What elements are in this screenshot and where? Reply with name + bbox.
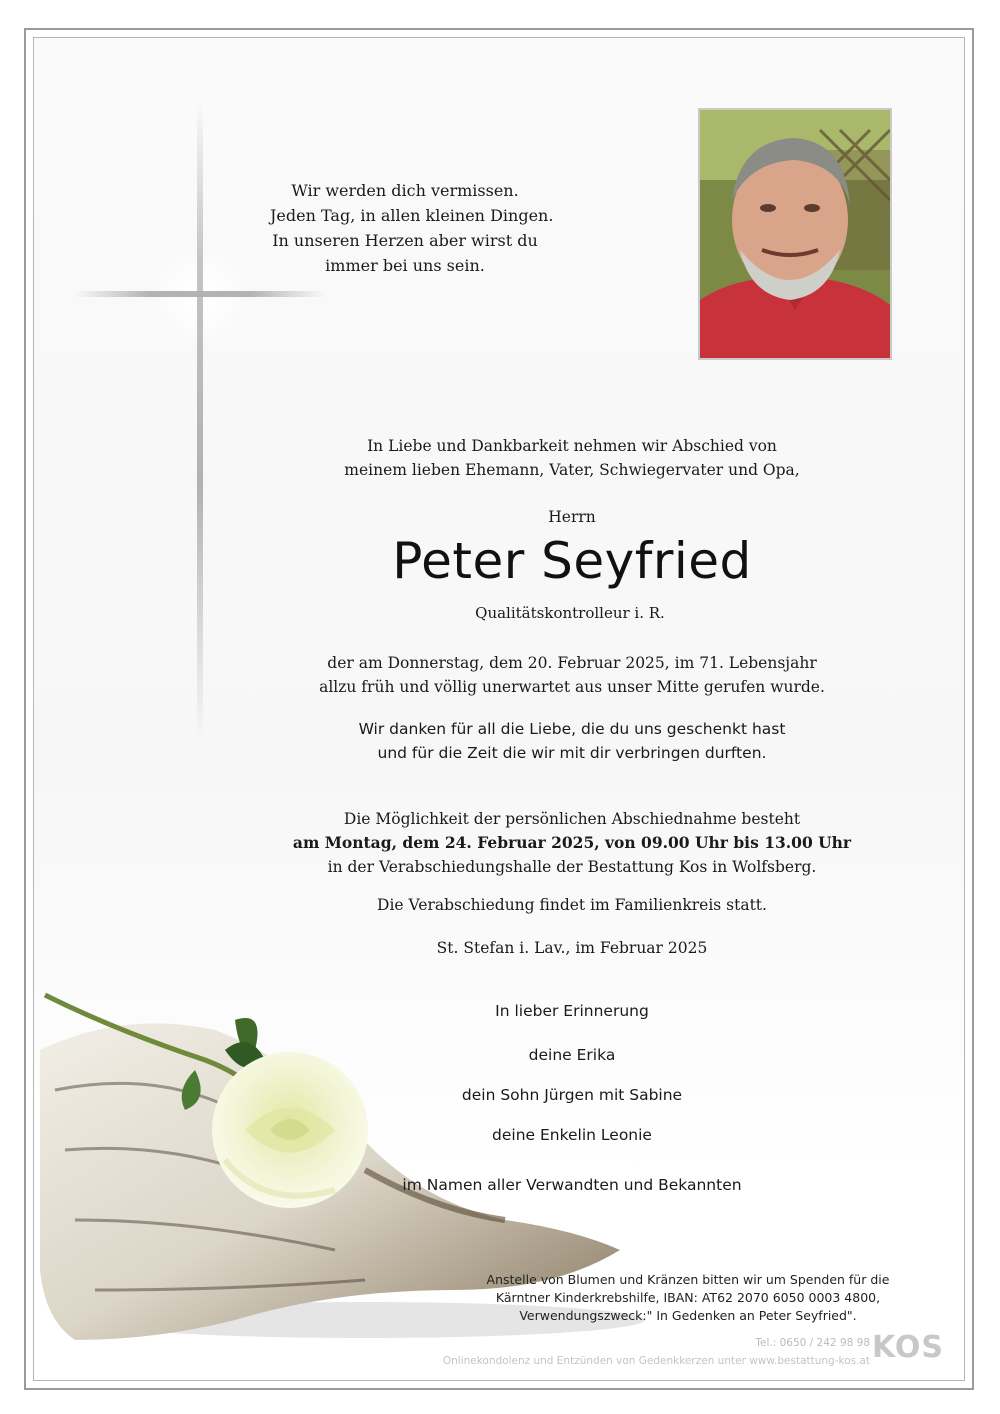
mourner-entry: deine Erika — [528, 1046, 616, 1064]
farewell-line: in der Verabschiedungshalle der Bestattung Kos in Wolfsberg. — [327, 858, 817, 876]
portrait-illustration — [700, 110, 890, 358]
death-line: allzu früh und völlig unerwartet aus unser Mitte gerufen wurde. — [319, 678, 825, 696]
cross-icon-horizontal — [75, 291, 325, 297]
farewell-line: Die Möglichkeit der persönlichen Abschiednahme besteht — [343, 810, 801, 828]
place-date: St. Stefan i. Lav., im Februar 2025 — [436, 939, 708, 957]
death-line: der am Donnerstag, dem 20. Februar 2025, im 71. Lebensjahr — [327, 654, 817, 672]
mourner-entry: dein Sohn Jürgen mit Sabine — [461, 1086, 683, 1104]
poem-line: Jeden Tag, in allen kleinen Dingen. — [270, 206, 554, 225]
mourner-entry: deine Enkelin Leonie — [492, 1126, 652, 1144]
donation-line: Kärntner Kinderkrebshilfe, IBAN: AT62 2070 6050 0003 4800, — [495, 1290, 881, 1305]
farewell-text — [270, 807, 874, 879]
intro-line: meinem lieben Ehemann, Vater, Schwiegervater und Opa, — [344, 461, 800, 479]
portrait-photo — [698, 108, 892, 360]
donation-line: Anstelle von Blumen und Kränzen bitten wir um Spenden für die — [486, 1272, 890, 1287]
intro-line: In Liebe und Dankbarkeit nehmen wir Abschied von — [367, 437, 777, 455]
poem-line: immer bei uns sein. — [325, 256, 485, 275]
family-circle-text: Die Verabschiedung findet im Familienkreis statt. — [377, 896, 767, 914]
thanks-line: Wir danken für all die Liebe, die du uns geschenkt hast — [358, 720, 786, 738]
memory-heading: In lieber Erinnerung — [495, 1002, 649, 1020]
donation-line: Verwendungszweck:" In Gedenken an Peter Seyfried". — [519, 1308, 857, 1323]
farewell-date-line: am Montag, dem 24. Februar 2025, von 09.00 Uhr bis 13.00 Uhr — [292, 833, 852, 852]
death-text — [270, 651, 874, 699]
condolence-link-text: Onlinekondolenz und Entzünden von Gedenkkerzen unter www.bestattung-kos.at — [442, 1355, 870, 1367]
thanks-line: und für die Zeit die wir mit dir verbringen durften. — [377, 744, 767, 762]
deceased-title: Qualitätskontrolleur i. R. — [475, 604, 665, 622]
mourner-entry-relatives: im Namen aller Verwandten und Bekannten — [402, 1176, 742, 1194]
donation-request — [478, 1271, 898, 1325]
kos-logo: KOS — [872, 1330, 945, 1365]
intro-text — [270, 434, 874, 482]
cross-icon-vertical — [197, 100, 203, 740]
poem-line: Wir werden dich vermissen. — [291, 181, 519, 200]
phone-number: Tel.: 0650 / 242 98 98 — [755, 1337, 870, 1349]
deceased-name: Peter Seyfried — [392, 532, 752, 590]
poem-line: In unseren Herzen aber wirst du — [272, 231, 538, 250]
thanks-text — [270, 717, 874, 765]
poem — [270, 178, 554, 278]
salutation: Herrn — [548, 508, 596, 526]
